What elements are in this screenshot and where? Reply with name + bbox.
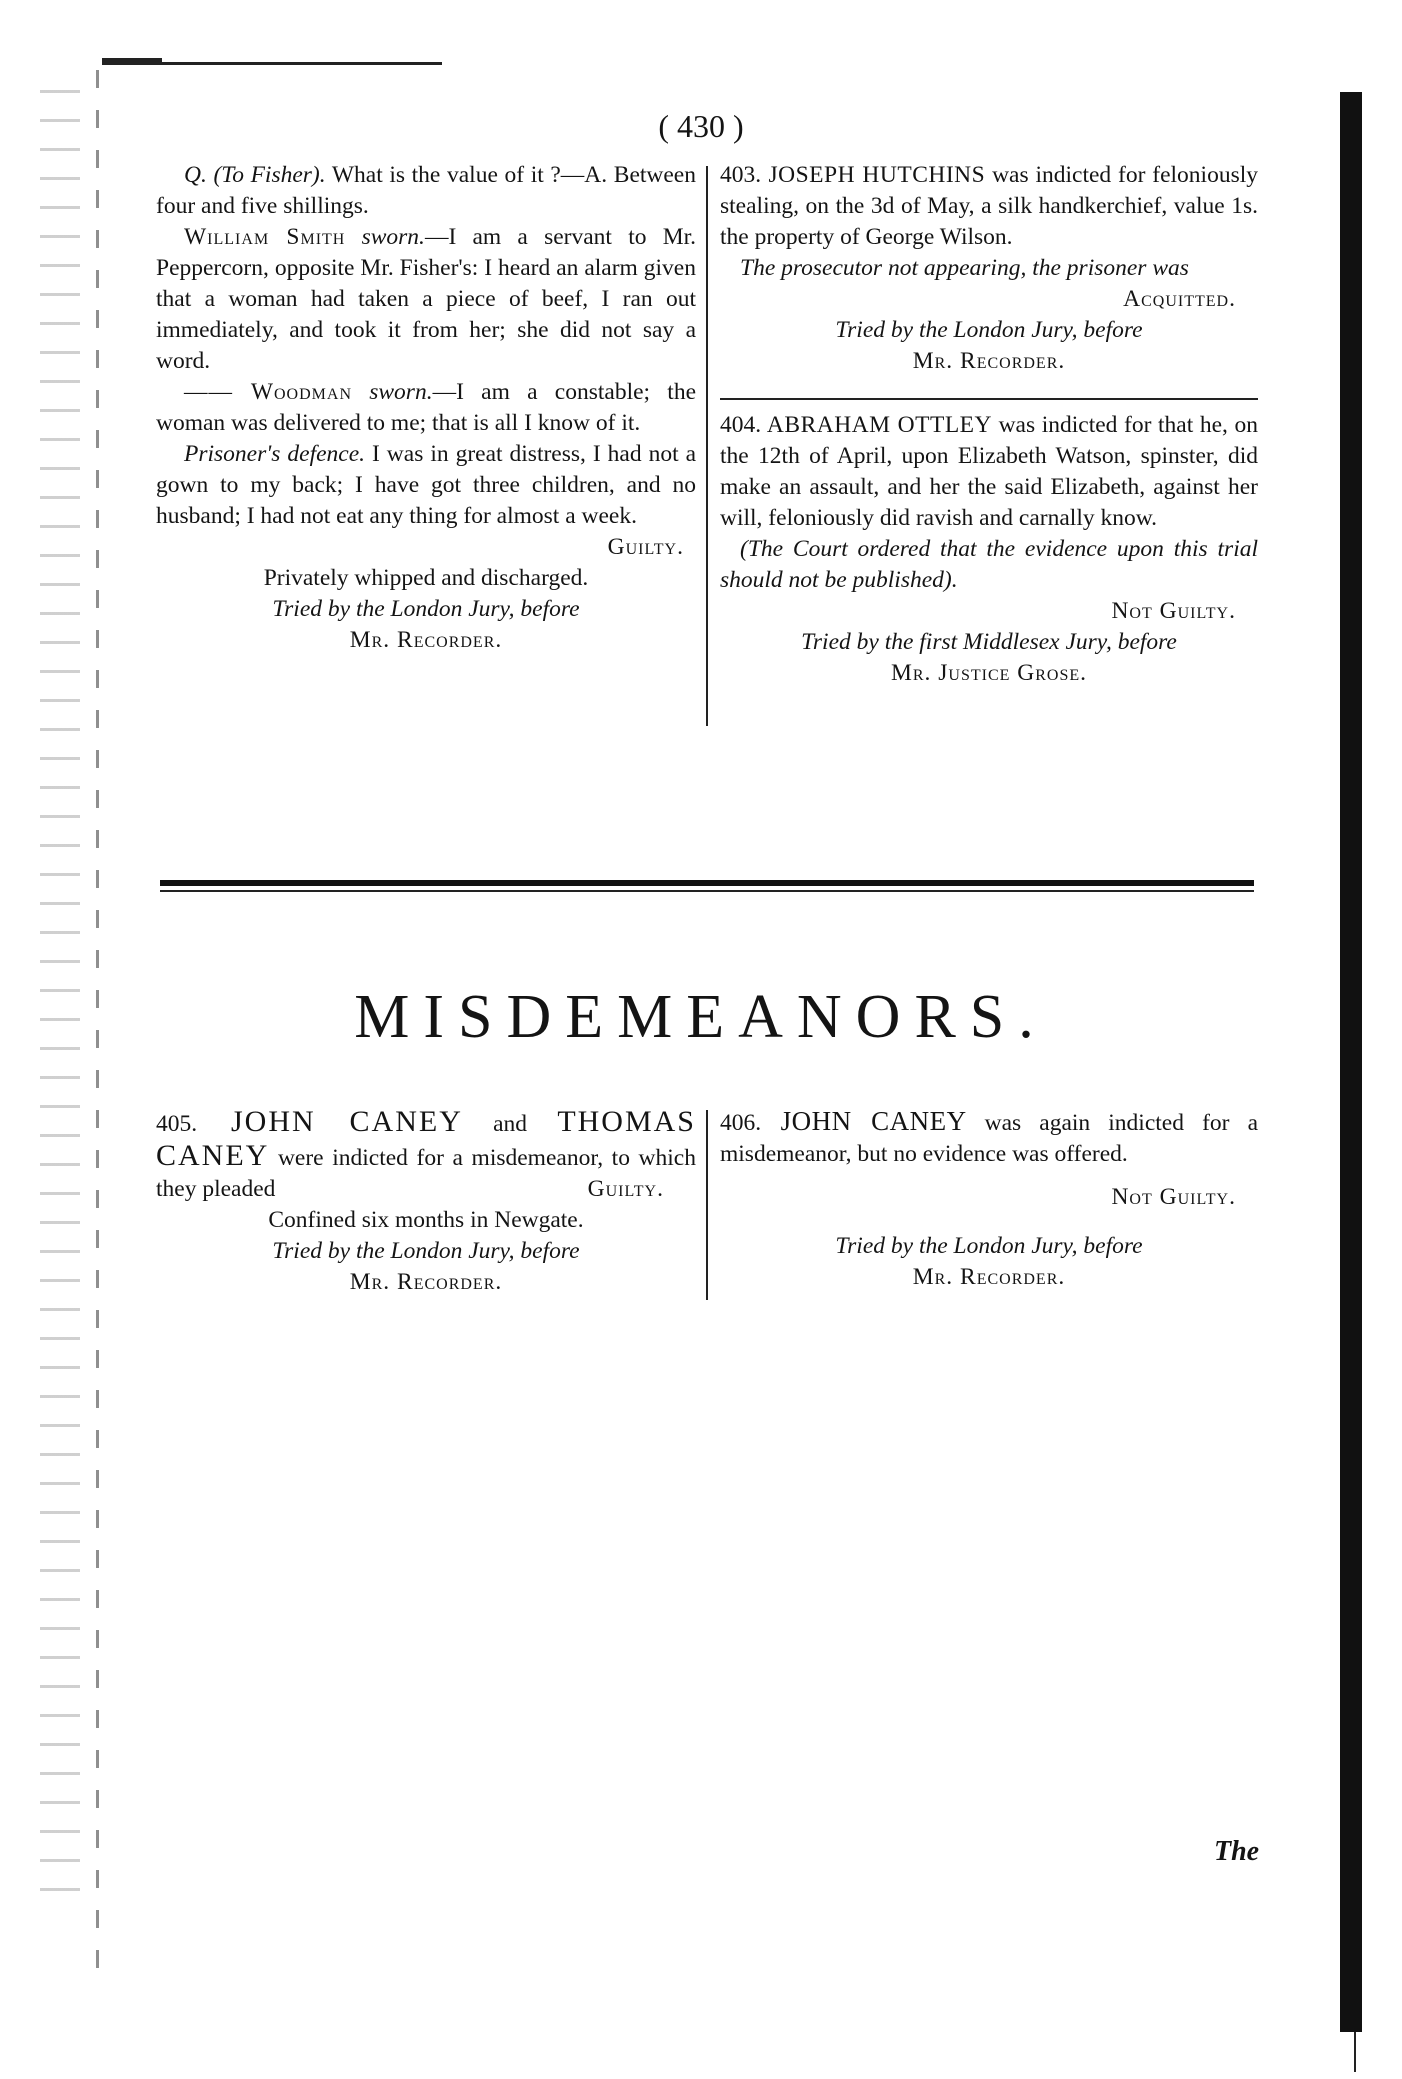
catchword: The [1214,1836,1260,1867]
scan-border-line [102,62,442,65]
judge-line: Mr. Recorder. [349,1269,503,1295]
section-heading: MISDEMEANORS. [354,983,1048,1051]
judge-line: Mr. Recorder. [349,627,503,653]
case-number: 404. [720,412,762,438]
case-note: (The Court ordered that the evidence upon this trial should not be published). [720,536,1258,593]
defendant-name: THOMAS CANEY [156,1105,696,1172]
paragraph-woodman [156,377,696,439]
scan-right-edge [1340,92,1362,2032]
defendant-name: JOHN CANEY [197,1105,463,1138]
page-number: ( 430 ) [658,108,744,144]
question-label: Q. (To Fisher). [184,162,326,188]
conjunction: and [462,1111,558,1137]
defence-text: I was in great distress, I had not a gown to my back; I have got three children, and no husband; I had not eat any thing for almost a week. [156,441,696,529]
verdict: Acquitted. [1123,286,1236,312]
case-403-text [720,160,1258,253]
judge-line: Mr. Justice Grose. [890,660,1088,686]
tried-by-line: Tried by the London Jury, before [272,1238,580,1264]
verdict: Not Guilty. [1111,1184,1236,1210]
defence-label: Prisoner's defence. [184,441,366,467]
section-rule-thick [160,880,1254,886]
judge-line: Mr. Recorder. [912,348,1066,374]
paragraph-question [156,160,696,222]
sentence: Confined six months in Newgate. [268,1207,584,1233]
sworn-label: sworn. [345,224,425,250]
testimony-text: —I am a servant to Mr. Peppercorn, opposite Mr. Fisher's: I heard an alarm given that a woman had taken a piece of beef, I ran out immediately, and took it from her; she did not say a word. [156,224,697,374]
tried-by-line: Tried by the first Middlesex Jury, before [801,629,1177,655]
paragraph-smith [156,222,696,377]
column-divider [706,166,708,726]
case-description: was indicted for feloniously stealing, on the 3d of May, a silk handkerchief, value 1s. the property of George Wilson. [720,162,1258,250]
witness-name: —— Woodman [184,379,352,405]
tried-by-line: Tried by the London Jury, before [272,596,580,622]
case-note: The prosecutor not appearing, the prisoner was [740,255,1189,281]
verdict: Guilty. [607,534,684,560]
defendant-name: ABRAHAM OTTLEY [761,412,992,438]
case-405 [156,1106,696,1298]
sworn-label: sworn. [352,379,433,405]
case-404 [720,410,1258,689]
paragraph-defence [156,439,696,532]
question-text: What is the value of it ?—A. Between four and five shillings. [156,162,696,219]
testimony-text: —I am a constable; the woman was delivered to me; that is all I know of it. [156,379,697,436]
case-separator [720,398,1258,400]
witness-name: William Smith [184,224,346,250]
case-403 [720,160,1258,377]
scan-right-edge-tail [1354,2032,1356,2072]
case-description: were indicted for a misdemeanor, to which they pleaded [156,1145,696,1202]
verdict: Not Guilty. [1111,598,1236,624]
tried-by-line: Tried by the London Jury, before [835,1233,1143,1259]
judge-line: Mr. Recorder. [912,1264,1066,1290]
case-description: was again indicted for a misdemeanor, but no evidence was offered. [720,1110,1258,1167]
case-number: 406. [720,1110,762,1136]
verdict: Guilty. [587,1176,664,1202]
case-number: 403. [720,162,762,188]
defendant-name: JOSEPH HUTCHINS [761,162,986,188]
sentence: Privately whipped and discharged. [263,565,589,591]
defendant-name: JOHN CANEY [761,1106,967,1136]
column-divider [706,1110,708,1300]
case-number: 405. [156,1111,198,1137]
case-406-text [720,1106,1258,1170]
tried-by-line: Tried by the London Jury, before [835,317,1143,343]
case-406 [720,1106,1258,1293]
section-rule-thin [160,890,1254,892]
left-column-top [156,160,696,656]
case-404-text [720,410,1258,534]
case-description: was indicted for that he, on the 12th of April, upon Elizabeth Watson, spinster, did make an assault, and her the said Elizabeth, against her will, feloniously did ravish and carnally know. [720,412,1258,531]
